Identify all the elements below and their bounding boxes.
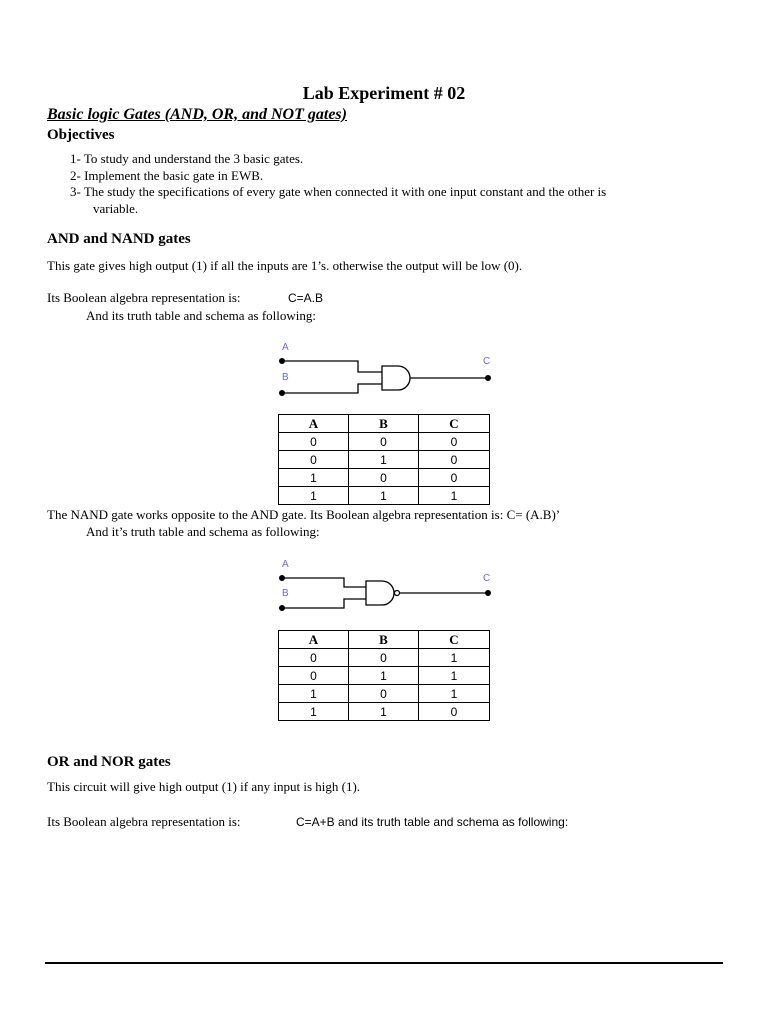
or-description: This circuit will give high output (1) if any input is high (1). bbox=[47, 779, 361, 794]
wire-b bbox=[282, 384, 382, 393]
table-cell: 0 bbox=[419, 469, 490, 487]
table-row bbox=[279, 487, 490, 505]
input-a-label: A bbox=[282, 342, 289, 353]
nand-description: The NAND gate works opposite to the AND gate. Its Boolean algebra representation is: C= (A.B)’ bbox=[47, 507, 561, 522]
table-row bbox=[279, 703, 490, 721]
or-boolean-expression: C=A+B and its truth table and schema as following: bbox=[296, 815, 569, 829]
or-nor-heading: OR and NOR gates bbox=[47, 754, 171, 770]
table-cell: 0 bbox=[279, 649, 349, 667]
page-subtitle: Basic logic Gates (AND, OR, and NOT gates) bbox=[47, 106, 347, 123]
and-truth-intro: And its truth table and schema as following: bbox=[86, 308, 316, 323]
table-row bbox=[279, 451, 490, 469]
column-header: B bbox=[349, 415, 419, 433]
and-boolean-label: Its Boolean algebra representation is: bbox=[47, 290, 241, 305]
table-row bbox=[279, 685, 490, 703]
objective-item: 1- To study and understand the 3 basic gates. bbox=[70, 151, 304, 166]
table-cell: 1 bbox=[279, 703, 349, 721]
table-cell: 0 bbox=[349, 649, 419, 667]
output-c-label: C bbox=[483, 573, 491, 584]
wire-a bbox=[282, 361, 382, 372]
objective-item: 3- The study the specifications of every gate when connected it with one input constant and the other is bbox=[70, 184, 607, 199]
table-cell: 1 bbox=[279, 487, 349, 505]
input-b-label: B bbox=[282, 588, 289, 599]
table-cell: 0 bbox=[349, 433, 419, 451]
and-truth-table bbox=[278, 414, 490, 505]
table-cell: 0 bbox=[349, 469, 419, 487]
page-title: Lab Experiment # 02 bbox=[302, 83, 466, 103]
output-c-label: C bbox=[483, 356, 491, 367]
objective-item: variable. bbox=[93, 201, 139, 216]
column-header: B bbox=[349, 631, 419, 649]
inversion-bubble bbox=[395, 591, 400, 596]
column-header: C bbox=[419, 415, 490, 433]
and-description: This gate gives high output (1) if all the inputs are 1’s. otherwise the output will be low (0). bbox=[47, 258, 523, 273]
input-b-label: B bbox=[282, 372, 289, 383]
table-header-row bbox=[279, 631, 490, 649]
footer-divider bbox=[45, 962, 723, 964]
nand-gate-symbol bbox=[366, 581, 394, 605]
column-header: C bbox=[419, 631, 490, 649]
table-row bbox=[279, 469, 490, 487]
table-cell: 1 bbox=[419, 685, 490, 703]
and-boolean-expression: C=A.B bbox=[288, 291, 324, 305]
table-row bbox=[279, 667, 490, 685]
table-header-row bbox=[279, 415, 490, 433]
table-cell: 0 bbox=[419, 451, 490, 469]
table-cell: 0 bbox=[349, 685, 419, 703]
table-cell: 1 bbox=[419, 649, 490, 667]
table-cell: 1 bbox=[279, 469, 349, 487]
table-cell: 1 bbox=[349, 487, 419, 505]
column-header: A bbox=[279, 415, 349, 433]
table-cell: 0 bbox=[279, 667, 349, 685]
table-cell: 1 bbox=[419, 667, 490, 685]
table-cell: 1 bbox=[349, 703, 419, 721]
table-cell: 0 bbox=[279, 433, 349, 451]
table-cell: 1 bbox=[419, 487, 490, 505]
objectives-heading: Objectives bbox=[47, 127, 115, 143]
table-row bbox=[279, 649, 490, 667]
and-gate-schema bbox=[276, 338, 496, 398]
column-header: A bbox=[279, 631, 349, 649]
wire-a bbox=[282, 578, 366, 587]
wire-b bbox=[282, 599, 366, 608]
and-gate-symbol bbox=[382, 366, 410, 390]
table-row bbox=[279, 433, 490, 451]
nand-gate-schema bbox=[276, 555, 496, 615]
table-cell: 1 bbox=[279, 685, 349, 703]
nand-truth-table bbox=[278, 630, 490, 721]
table-cell: 1 bbox=[349, 451, 419, 469]
table-cell: 1 bbox=[349, 667, 419, 685]
table-cell: 0 bbox=[419, 433, 490, 451]
table-cell: 0 bbox=[419, 703, 490, 721]
table-cell: 0 bbox=[279, 451, 349, 469]
or-boolean-label: Its Boolean algebra representation is: bbox=[47, 814, 241, 829]
and-nand-heading: AND and NAND gates bbox=[47, 231, 191, 247]
objective-item: 2- Implement the basic gate in EWB. bbox=[70, 168, 264, 183]
nand-truth-intro: And it’s truth table and schema as following: bbox=[86, 524, 320, 539]
input-a-label: A bbox=[282, 559, 289, 570]
